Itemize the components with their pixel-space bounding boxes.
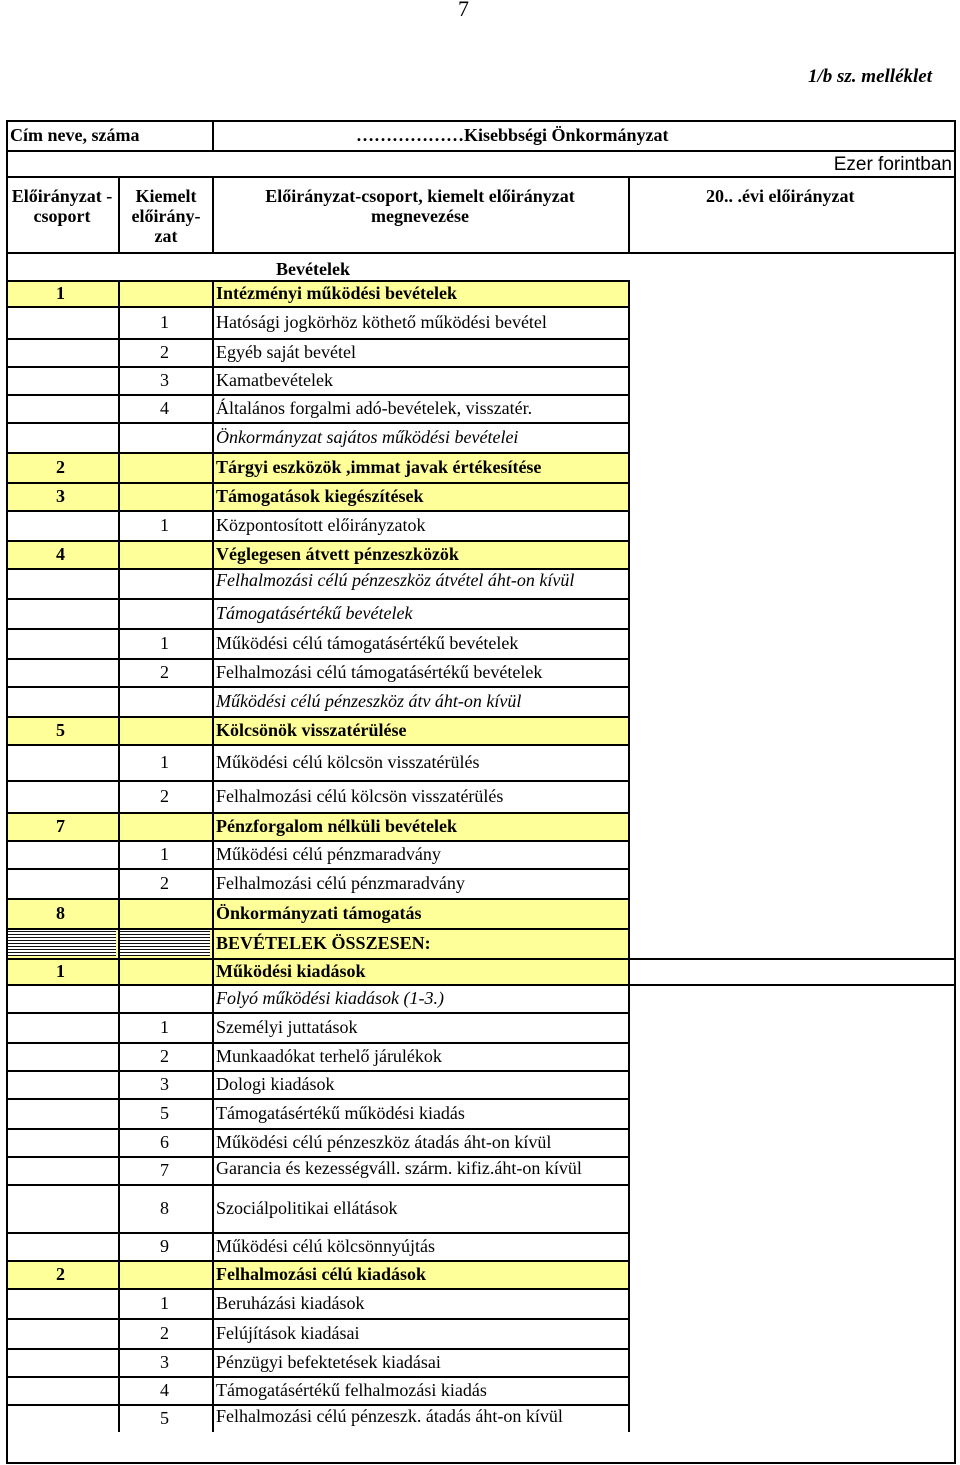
row-name: Működési célú támogatásértékű bevételek <box>216 633 519 653</box>
column-divider <box>212 898 214 928</box>
table-bottom-border <box>6 1462 954 1464</box>
column-divider <box>628 716 630 744</box>
group-number: 1 <box>56 961 65 981</box>
column-divider <box>118 482 120 510</box>
column-divider <box>628 1070 630 1098</box>
column-divider <box>212 686 214 716</box>
row-divider <box>6 1260 628 1262</box>
row-divider <box>6 540 628 542</box>
column-divider <box>212 422 214 452</box>
column-divider <box>628 1348 630 1376</box>
row-divider <box>6 1232 628 1234</box>
column-divider <box>118 338 120 366</box>
group-number: 7 <box>56 816 65 836</box>
column-divider <box>118 812 120 840</box>
column-divider <box>628 840 630 868</box>
column-divider <box>628 1042 630 1070</box>
column-divider <box>212 628 214 658</box>
group-number: 1 <box>56 283 65 303</box>
item-number: 4 <box>160 1380 169 1400</box>
column-divider <box>628 366 630 394</box>
row-name: Felhalmozási célú pénzmaradvány <box>216 873 465 893</box>
page-number: 7 <box>458 0 469 21</box>
row-name: Egyéb saját bevétel <box>216 342 356 362</box>
column-divider <box>628 1184 630 1232</box>
row-name: Felhalmozási célú kiadások <box>216 1264 427 1284</box>
column-divider <box>628 1098 630 1128</box>
column-divider <box>212 1042 214 1070</box>
column-divider <box>628 598 630 628</box>
row-divider <box>6 1098 628 1100</box>
column-divider <box>212 306 214 338</box>
column-divider <box>628 812 630 840</box>
column-divider <box>118 744 120 780</box>
group-number: 2 <box>56 457 65 477</box>
column-divider <box>212 1184 214 1232</box>
row-divider <box>6 1318 628 1320</box>
column-divider <box>118 1260 120 1288</box>
row-divider <box>6 898 628 900</box>
column-divider <box>118 1156 120 1184</box>
item-number: 2 <box>160 1046 169 1066</box>
group-number: 5 <box>56 720 65 740</box>
column-divider <box>118 898 120 928</box>
column-divider <box>212 928 214 958</box>
section-income: Bevételek <box>276 259 350 279</box>
item-number: 2 <box>160 873 169 893</box>
title-row-value: ………………Kisebbségi Önkormányzat <box>356 125 669 145</box>
item-number: 4 <box>160 398 169 418</box>
row-divider <box>6 744 628 746</box>
column-divider <box>212 1288 214 1318</box>
column-divider <box>212 394 214 422</box>
row-name: Működési célú pénzeszköz átadás áht-on kívül <box>216 1132 552 1152</box>
column-divider <box>212 510 214 540</box>
row-divider <box>6 716 628 718</box>
column-divider <box>212 868 214 898</box>
row-divider <box>6 1070 628 1072</box>
row-name: Felhalmozási célú pénzeszk. átadás áht-on kívül <box>216 1406 563 1426</box>
column-divider <box>628 928 630 958</box>
row-name: Támogatásértékű bevételek <box>216 603 413 623</box>
item-number: 1 <box>160 633 169 653</box>
column-divider <box>212 338 214 366</box>
row-divider <box>6 452 628 454</box>
column-divider <box>118 540 120 568</box>
column-divider <box>118 306 120 338</box>
item-number: 5 <box>160 1408 169 1428</box>
column-divider <box>118 840 120 868</box>
row-name: Pénzügyi befektetések kiadásai <box>216 1352 441 1372</box>
column-divider <box>118 568 120 598</box>
column-divider <box>628 744 630 780</box>
hatch-pattern <box>120 930 210 956</box>
group-number: 3 <box>56 486 65 506</box>
column-divider <box>212 280 214 306</box>
row-name: Önkormányzat sajátos működési bevételei <box>216 427 519 447</box>
column-divider <box>212 1156 214 1184</box>
column-divider <box>628 1260 630 1288</box>
column-divider <box>118 1288 120 1318</box>
column-divider <box>628 1156 630 1184</box>
item-number: 1 <box>160 515 169 535</box>
column-divider <box>212 780 214 812</box>
row-name: Szociálpolitikai ellátások <box>216 1198 398 1218</box>
column-divider <box>212 1404 214 1432</box>
column-divider <box>118 716 120 744</box>
column-divider <box>212 1012 214 1042</box>
row-divider <box>6 338 628 340</box>
column-divider <box>628 338 630 366</box>
item-number: 1 <box>160 844 169 864</box>
header-name-col: Előirányzat-csoport, kiemelt előirányzat megnevezése <box>265 186 575 226</box>
item-number: 2 <box>160 662 169 682</box>
row-divider <box>6 812 628 814</box>
column-divider <box>628 482 630 510</box>
row-divider <box>6 366 628 368</box>
column-divider <box>628 868 630 898</box>
row-name: Véglegesen átvett pénzeszközök <box>216 544 459 564</box>
column-divider <box>628 1318 630 1348</box>
column-divider <box>118 366 120 394</box>
column-divider <box>212 1098 214 1128</box>
column-divider <box>118 958 120 984</box>
column-divider <box>212 540 214 568</box>
row-divider <box>6 868 628 870</box>
group-number: 8 <box>56 903 65 923</box>
column-divider <box>212 658 214 686</box>
row-name: Működési célú pénzmaradvány <box>216 844 441 864</box>
row-divider <box>6 658 628 660</box>
column-divider <box>118 628 120 658</box>
item-number: 1 <box>160 312 169 332</box>
row-name: Intézményi működési bevételek <box>216 283 457 303</box>
section-divider <box>6 984 954 986</box>
column-divider <box>628 510 630 540</box>
column-divider <box>628 394 630 422</box>
column-divider <box>118 1348 120 1376</box>
column-divider <box>118 1376 120 1404</box>
column-divider <box>628 686 630 716</box>
row-divider <box>6 1012 628 1014</box>
column-divider <box>118 1232 120 1260</box>
row-name: Támogatások kiegészítések <box>216 486 424 506</box>
column-divider <box>628 1376 630 1404</box>
column-divider <box>628 898 630 928</box>
row-divider <box>6 1288 628 1290</box>
row-name: Személyi juttatások <box>216 1017 358 1037</box>
row-divider <box>6 280 628 282</box>
column-divider <box>212 744 214 780</box>
column-divider <box>628 1232 630 1260</box>
header-divider-2 <box>212 176 214 252</box>
column-divider <box>212 1070 214 1098</box>
column-divider <box>118 1098 120 1128</box>
row-name: BEVÉTELEK ÖSSZESEN: <box>216 933 431 953</box>
row-name: Támogatásértékű működési kiadás <box>216 1103 465 1123</box>
column-divider <box>212 366 214 394</box>
row-name: Tárgyi eszközök ,immat javak értékesítése <box>216 457 542 477</box>
column-divider <box>628 306 630 338</box>
column-divider <box>212 1318 214 1348</box>
row-name: Általános forgalmi adó-bevételek, visszatér. <box>216 398 533 418</box>
hatch-pattern <box>8 930 116 956</box>
column-divider <box>118 422 120 452</box>
item-number: 7 <box>160 1160 169 1180</box>
row-name: Pénzforgalom nélküli bevételek <box>216 816 457 836</box>
column-divider <box>118 452 120 482</box>
row-name: Kölcsönök visszatérülése <box>216 720 407 740</box>
item-number: 2 <box>160 342 169 362</box>
item-number: 5 <box>160 1103 169 1123</box>
column-divider <box>118 1128 120 1156</box>
item-number: 3 <box>160 1352 169 1372</box>
column-divider <box>628 780 630 812</box>
column-divider <box>212 452 214 482</box>
row-name: Hatósági jogkörhöz köthető működési bevétel <box>216 312 547 332</box>
row-divider <box>6 422 628 424</box>
column-divider <box>628 984 630 1012</box>
table-top-border <box>6 120 954 122</box>
row-name: Központosított előirányzatok <box>216 515 426 535</box>
column-divider <box>118 1184 120 1232</box>
item-number: 6 <box>160 1132 169 1152</box>
column-divider <box>118 1318 120 1348</box>
row-name: Támogatásértékű felhalmozási kiadás <box>216 1380 487 1400</box>
item-number: 8 <box>160 1198 169 1218</box>
column-divider <box>628 1288 630 1318</box>
column-divider <box>212 1260 214 1288</box>
row-divider <box>6 482 628 484</box>
column-divider <box>212 984 214 1012</box>
row-name: Önkormányzati támogatás <box>216 903 422 923</box>
item-number: 3 <box>160 1074 169 1094</box>
column-divider <box>628 628 630 658</box>
column-divider <box>212 1348 214 1376</box>
row-divider <box>6 928 628 930</box>
column-divider <box>212 598 214 628</box>
column-divider <box>628 540 630 568</box>
column-divider <box>628 452 630 482</box>
header-top <box>6 176 954 178</box>
column-divider <box>118 780 120 812</box>
row-name: Kamatbevételek <box>216 370 333 390</box>
row-name: Munkaadókat terhelő járulékok <box>216 1046 442 1066</box>
row-name: Működési célú pénzeszköz átv áht-on kívül <box>216 691 522 711</box>
header-divider-3 <box>628 176 630 252</box>
column-divider <box>212 568 214 598</box>
column-divider <box>118 868 120 898</box>
row-name: Felhalmozási célú pénzeszköz átvétel áht-on kívül <box>216 570 575 590</box>
column-divider <box>118 686 120 716</box>
row-divider <box>6 780 628 782</box>
header-amount-col: 20.. .évi előirányzat <box>706 186 855 206</box>
row-name: Felhalmozási célú kölcsön visszatérülés <box>216 786 504 806</box>
column-divider <box>118 1042 120 1070</box>
row-name: Működési célú kölcsön visszatérülés <box>216 752 480 772</box>
header-item-col: Kiemelt előirány-zat <box>131 186 201 246</box>
header-bottom <box>6 252 954 254</box>
item-number: 1 <box>160 1017 169 1037</box>
column-divider <box>118 1404 120 1432</box>
column-divider <box>118 928 120 958</box>
column-divider <box>628 1012 630 1042</box>
group-number: 2 <box>56 1264 65 1284</box>
column-divider <box>212 958 214 984</box>
row-divider <box>6 1184 628 1186</box>
item-number: 1 <box>160 1293 169 1313</box>
row-name: Garancia és kezességváll. szárm. kifiz.áht-on kívül <box>216 1158 582 1178</box>
column-divider <box>628 422 630 452</box>
unit-label: Ezer forintban <box>833 154 952 175</box>
section-divider <box>6 958 954 960</box>
column-divider <box>118 1070 120 1098</box>
row-divider <box>6 1042 628 1044</box>
column-divider <box>118 984 120 1012</box>
row-name: Működési célú kölcsönnyújtás <box>216 1236 435 1256</box>
table-right-border <box>954 120 956 1464</box>
row-divider <box>6 840 628 842</box>
column-divider <box>628 280 630 306</box>
row-divider <box>6 628 628 630</box>
row-divider <box>6 1348 628 1350</box>
column-divider <box>118 658 120 686</box>
column-divider <box>628 658 630 686</box>
item-number: 9 <box>160 1236 169 1256</box>
column-divider <box>118 1012 120 1042</box>
row-divider <box>6 1128 628 1130</box>
row-divider <box>6 1376 628 1378</box>
header-group-col: Előirányzat -csoport <box>11 186 113 226</box>
item-number: 1 <box>160 752 169 772</box>
title-col-divider <box>212 120 214 150</box>
column-divider <box>118 394 120 422</box>
column-divider <box>212 1128 214 1156</box>
column-divider <box>212 840 214 868</box>
row-name: Felhalmozási célú támogatásértékű bevételek <box>216 662 543 682</box>
column-divider <box>212 482 214 510</box>
row-name: Dologi kiadások <box>216 1074 335 1094</box>
title-row-bottom <box>6 150 954 152</box>
row-name: Folyó működési kiadások (1-3.) <box>216 988 444 1008</box>
row-name: Működési kiadások <box>216 961 366 981</box>
row-name: Felújítások kiadásai <box>216 1323 360 1343</box>
column-divider <box>628 958 630 984</box>
column-divider <box>118 280 120 306</box>
row-divider <box>6 510 628 512</box>
row-divider <box>6 686 628 688</box>
column-divider <box>628 568 630 598</box>
item-number: 2 <box>160 1323 169 1343</box>
item-number: 3 <box>160 370 169 390</box>
item-number: 2 <box>160 786 169 806</box>
row-divider <box>6 306 628 308</box>
annex-label: 1/b sz. melléklet <box>807 66 932 87</box>
title-row-label: Cím neve, száma <box>10 125 140 145</box>
row-divider <box>6 394 628 396</box>
row-divider <box>6 1156 628 1158</box>
column-divider <box>212 1232 214 1260</box>
column-divider <box>118 510 120 540</box>
column-divider <box>628 1128 630 1156</box>
column-divider <box>212 1376 214 1404</box>
column-divider <box>212 812 214 840</box>
row-divider <box>6 568 628 570</box>
column-divider <box>118 598 120 628</box>
row-divider <box>6 1404 628 1406</box>
header-divider-1 <box>118 176 120 252</box>
column-divider <box>628 1404 630 1432</box>
group-number: 4 <box>56 544 65 564</box>
row-divider <box>6 598 628 600</box>
column-divider <box>212 716 214 744</box>
row-name: Beruházási kiadások <box>216 1293 365 1313</box>
